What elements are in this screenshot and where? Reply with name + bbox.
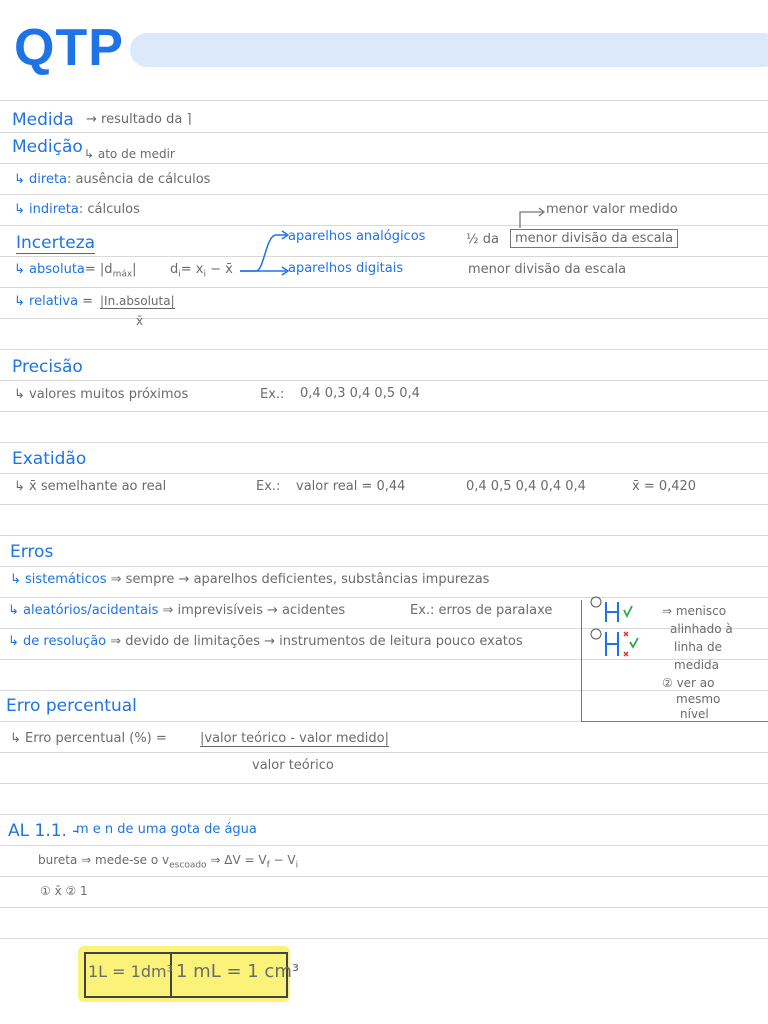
al-line1-sub3: i [295, 860, 299, 871]
resultado-text: resultado da [101, 112, 183, 127]
absoluta-end: | [132, 262, 137, 277]
title-highlight-bar [130, 33, 768, 67]
side-menisco: ⇒ menisco [662, 604, 727, 618]
rule-line [0, 814, 768, 815]
side-nivel: nível [680, 707, 709, 721]
side-medida: medida [674, 658, 719, 672]
rule-line [0, 845, 768, 846]
rule-line [0, 256, 768, 257]
ato-text: ato de medir [97, 147, 175, 161]
incerteza-heading: Incerteza [16, 233, 96, 253]
al-line1-rest: ⇒ ΔV = V [206, 853, 267, 867]
erro-percentual-label-text: Erro percentual (%) = [25, 731, 167, 746]
rule-line [0, 535, 768, 536]
rule-line [0, 566, 768, 567]
exatidao-valor-real: valor real = 0,44 [296, 479, 406, 494]
direta-row: ↳ direta: ausência de cálculos [14, 172, 211, 187]
aparelhos-analogicos: aparelhos analógicos [288, 229, 426, 244]
precisao-desc: ↳ valores muitos próximos [14, 387, 189, 402]
exatidao-media: x̄ = 0,420 [632, 479, 697, 494]
precisao-ex: Ex.: [260, 387, 285, 402]
al-bureta-line [38, 853, 298, 870]
branch-arrows [236, 225, 291, 277]
rule-line [0, 194, 768, 195]
medicao-ato: ↳ ato de medir [84, 147, 175, 161]
precisao-heading: Precisão [12, 357, 83, 377]
meniscus-sketch-icon [588, 596, 648, 662]
rule-line [0, 163, 768, 164]
rule-line [0, 442, 768, 443]
rule-line [0, 690, 768, 691]
rule-line [0, 349, 768, 350]
exatidao-desc-text: x̄ semelhante ao real [29, 479, 167, 494]
absoluta-row: ↳ absoluta= $|d_{máx}|$ [14, 262, 137, 280]
units-right-text: 1 mL = 1 cm³ [176, 961, 300, 982]
page-title: QTP [14, 19, 124, 77]
half-fraction: ½ [466, 232, 479, 247]
al-line1: bureta ⇒ mede-se o v [38, 853, 170, 867]
exatidao-values: 0,4 0,5 0,4 0,4 0,4 [466, 479, 586, 494]
menor-divisao-digital: menor divisão da escala [468, 262, 627, 277]
rule-line [0, 752, 768, 753]
erro-percentual-heading: Erro percentual [6, 696, 137, 716]
erro-percentual-label: ↳ Erro percentual (%) = [10, 731, 167, 746]
menor-valor-medido: menor valor medido [546, 202, 678, 217]
indireta-desc: : cálculos [78, 202, 140, 217]
di-formula [170, 262, 233, 280]
units-left-text: 1L = 1dm³ [88, 962, 174, 981]
side-linha: linha de [674, 640, 723, 654]
absoluta-formula: = |d [84, 262, 113, 277]
absoluta-sub: máx [112, 269, 133, 280]
rule-line [0, 659, 768, 660]
resolucao-desc: ⇒ devido de limitações → instrumentos de leitura pouco exatos [110, 634, 523, 649]
side-alinhado: alinhado à [670, 622, 733, 636]
exatidao-desc: ↳ x̄ semelhante ao real [14, 479, 167, 494]
indireta-label: indireta [29, 202, 79, 217]
al-line1-end: − V [269, 853, 296, 867]
erros-heading: Erros [10, 542, 54, 562]
rule-line [0, 504, 768, 505]
al-heading: AL 1.1. - [8, 821, 79, 841]
medicao-heading: Medição [12, 137, 83, 157]
menor-divisao-box: menor divisão da escala [510, 229, 678, 248]
side-panel-bottom [581, 721, 768, 722]
rule-line [0, 876, 768, 877]
precisao-values: 0,4 0,3 0,4 0,5 0,4 [300, 386, 420, 401]
relativa-label: relativa [29, 294, 79, 309]
side-mesmo: mesmo [676, 692, 721, 706]
relativa-numerator: |In.absoluta| [100, 294, 175, 308]
rule-line [0, 907, 768, 908]
exatidao-ex: Ex.: [256, 479, 281, 494]
aleatorios-ex: Ex.: erros de paralaxe [410, 603, 553, 618]
half-da [466, 232, 499, 247]
sistematicos-label: sistemáticos [25, 572, 107, 587]
medida-heading: Medida [12, 110, 74, 130]
side-ver: ② ver ao [662, 676, 715, 690]
di-d: d [170, 262, 179, 277]
resolucao-label: de resolução [23, 634, 107, 649]
rule-line [0, 225, 768, 226]
precisao-desc-text: valores muitos próximos [29, 387, 189, 402]
resolucao-row: ↳ de resolução ⇒ devido de limitações → instrumentos de leitura pouco exatos [8, 634, 523, 649]
relativa-denominator: x̄ [136, 314, 144, 328]
rule-line [0, 597, 768, 598]
relativa-row: ↳ relativa = [14, 294, 94, 309]
rule-line [0, 132, 768, 133]
da-text: da [482, 232, 499, 247]
side-panel-divider [581, 600, 582, 721]
di-sub: i [178, 269, 181, 280]
aleatorios-label: aleatórios/acidentais [23, 603, 159, 618]
rule-line [0, 287, 768, 288]
aleatorios-row: ↳ aleatórios/acidentais ⇒ imprevisíveis → acidentes [8, 603, 346, 618]
menor-valor-arrow [517, 204, 547, 230]
aleatorios-desc: ⇒ imprevisíveis → acidentes [162, 603, 346, 618]
direta-label: direta [29, 172, 68, 187]
erro-percentual-denominator: valor teórico [252, 758, 334, 773]
rule-line [0, 100, 768, 101]
medida-resultado: → resultado da ⌉ [86, 112, 192, 127]
rule-line [0, 938, 768, 939]
al-line1-sub2: f [266, 860, 270, 871]
rule-line [0, 380, 768, 381]
al-heading-rest: m e n de uma gota de água [76, 822, 257, 837]
direta-desc: : ausência de cálculos [67, 172, 211, 187]
sistematicos-row: ↳ sistemáticos ⇒ sempre → aparelhos deficientes, substâncias impurezas [10, 572, 490, 587]
di-rest: = x [180, 262, 204, 277]
rule-line [0, 473, 768, 474]
al-line1-sub: escoado [169, 860, 207, 871]
aparelhos-digitais: aparelhos digitais [288, 261, 404, 276]
rule-line [0, 318, 768, 319]
sistematicos-desc: ⇒ sempre → aparelhos deficientes, substâncias impurezas [110, 572, 490, 587]
indireta-row: ↳ indireta: cálculos [14, 202, 140, 217]
rule-line [0, 628, 768, 629]
absoluta-label: absoluta [29, 262, 85, 277]
erro-percentual-numerator: |valor teórico - valor medido| [200, 731, 389, 746]
rule-line [0, 783, 768, 784]
al-line2: ① x̄ ② 1 [40, 884, 88, 898]
di-end: − x̄ [206, 262, 233, 277]
rule-line [0, 411, 768, 412]
exatidao-heading: Exatidão [12, 449, 87, 469]
di-sub2: i [203, 269, 207, 280]
